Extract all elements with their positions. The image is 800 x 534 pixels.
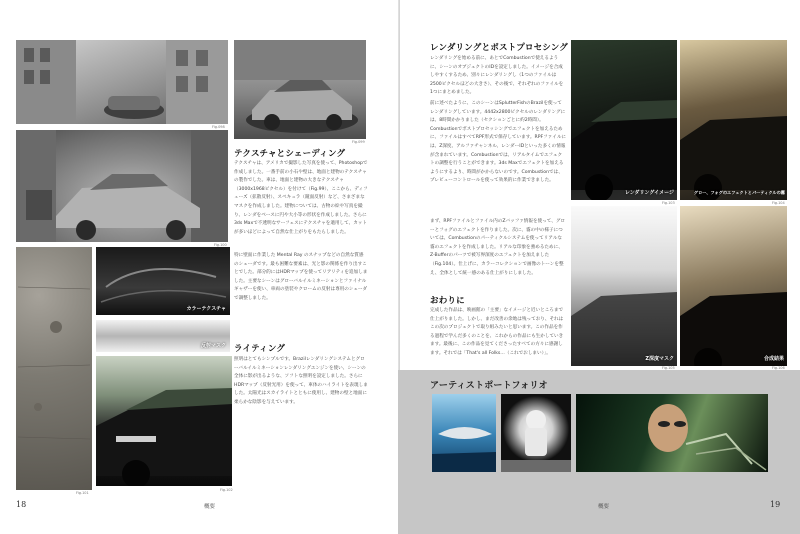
glow-fog-label: グロー、フォグのエフェクトとパーティクルの霧: [693, 190, 785, 195]
caption-fig-car-photo: Fig.102: [220, 488, 233, 492]
zdepth-mask-label: Z深度マスク: [645, 356, 674, 362]
conclusion-section-title: おわりに: [430, 296, 465, 306]
left-running-head: 概要: [204, 504, 216, 510]
portfolio-shark-image: [432, 394, 496, 472]
render-body-1: レンダリングを始める前に、あとでCombustionで使えるように、シーンのオブジェクトのIDを設定しました。イメージを合成しやすくするため、別々にレンダリングし（1つのファイルは2500ピクセルほどの大きさ）、その後で、それぞれのファイルを1つにまとめました。: [430, 56, 564, 95]
lighting-section-title: ライティング: [234, 344, 286, 354]
caption-fig-rendered: Fig.103: [662, 201, 675, 205]
glow-fog-image: [680, 40, 787, 200]
rendered-label: レンダリングイメージ: [624, 190, 674, 196]
portfolio-title: アーティストポートフォリオ: [430, 381, 548, 391]
color-texture-image: [96, 247, 230, 315]
final-composite-label: 合成結果: [763, 356, 784, 362]
conclusion-section-body: 完成した作品は、映画館の「主要」なイメージと近いところまで仕上がりました。しかし、まだ改善の余地は残っており、それはこの次のプロジェクトで取り組みたいと思います。この作品を作る過程で学んだ多くのことを、これからの作品にも生かしていきます。最後に、この作品を見てくださったすべての方々に感謝します。それでは「That's all Folks…（これでおしまい）」。: [430, 308, 564, 356]
reflection-mask-image: [96, 320, 230, 352]
caption-fig-final: Fig.106: [772, 366, 785, 370]
caption-fig-glow: Fig.104: [772, 201, 785, 205]
alley-render-image: [16, 130, 228, 242]
texture-section-body: テクスチャは、アメリカで撮影した写真を使って、Photoshopで作成しました。一番手前の小石や壁は、地面と建物のテクスチャの製作でした。車は、地面と建物の大きなテクスチャ（3000x1968ピクセル）を付けて（Fig.99）、ここから、ディフューズ（拡散反射）、スペキュラ（鏡面反射）など、さまざまなマスクを作成しました。建物については、古物の絵や写真を撮り、レンダをベースに円や大小等の形状を作成しました。さらに3ds Maxで不透明なサーフェスにテクスチャを適用して、カットが多いほどによって自然な仕上がりをもたらしました。: [234, 161, 368, 235]
zdepth-mask-image: [571, 206, 677, 366]
texture-section-title: テクスチャとシェーディング: [234, 149, 346, 159]
caption-fig-concrete: Fig.101: [76, 491, 89, 495]
final-composite-image: [680, 206, 787, 366]
rendered-image: [571, 40, 677, 200]
color-texture-label: カラーテクスチャ: [186, 306, 226, 312]
mustang-photo-image: [96, 356, 232, 486]
caption-fig-street: Fig.098: [212, 125, 225, 129]
shading-body: 特に壁面に作業した Mental Ray のスナップなどの自然な質感のシェーダです。最も困難な要素は、光と影の関係を作り出すことでした。部分的にはHDRマップを使ってリアリティを追加しました。主要なシーンはグローバルイルミネーションとファイナルギャザーを使い、車両の塗装やクロームの反射は専用のシェーダで調整しました。: [234, 253, 368, 301]
caption-fig-mustang: Fig.099: [352, 140, 365, 144]
portfolio-portrait-image: [576, 394, 768, 472]
reflection-mask-label: 反射マスク: [200, 343, 226, 349]
render-body-3: まず、RPFファイルとファイル内のZバッファ情報を使って、グローとフォグのエフェクトを作りました。次に、霧の中の様子については、Combustionのパーティクルシステムを使ってリアルな霧のエフェクトを作成しました。リアルな印象を強めるために、Z-Bufferのパーツで被写界深度のエフェクトを加えました（Fig.104）。仕上げに、カラーコレクションで画像のトーンを整え、全体として統一感のある仕上がりにしました。: [430, 219, 566, 276]
caption-fig-alley: Fig.100: [214, 243, 227, 247]
right-page-number: 19: [770, 500, 781, 509]
lighting-section-body: 照明はとてもシンプルです。Brazilレンダリングシステムとグローバルイルミネーションレンダリングエンジンを使い、シーンの全体に影が出るような、ソフトな照明を設定しました。さらにHDRマップ（反射光用）を使って、車体のハイライトを表現しました。太陽光はスカイライトとともに使用し、建物の壁と地面に柔らかな陰影を与えています。: [234, 357, 368, 405]
portfolio-astronaut-image: [501, 394, 571, 472]
concrete-texture-image: [16, 247, 92, 490]
caption-fig-zdepth: Fig.105: [662, 366, 675, 370]
mustang-render-image: [234, 40, 366, 139]
right-running-head: 概要: [598, 504, 610, 510]
render-body-2: 前に述べたように、このシーンはSplutterFishのBrazilを使ってレンダリングしています。4442x2800ピクセルのレンダリングには、8時間かかりました（セクションごとに約2時間）。Combustionでポストプロセッシングでエフェクトを加えるために、ファイルはすべてRPF形式で保存しています。RPFファイルには、Z深度、アルファチャンネル、レンダーIDといった多くの情報が含まれています。Combustionでは、リアルタイムでエフェクトの調整を行うことができます。3ds Maxでエフェクトを加えるようにするより、時間がかからないのです。Combustionでは、プレビューコントロールを使って効果的に作業できました。: [430, 101, 566, 184]
render-section-title: レンダリングとポストプロセシング: [430, 43, 569, 53]
left-page-number: 18: [16, 500, 27, 509]
portfolio-band: [398, 370, 800, 534]
street-render-image: [16, 40, 228, 124]
